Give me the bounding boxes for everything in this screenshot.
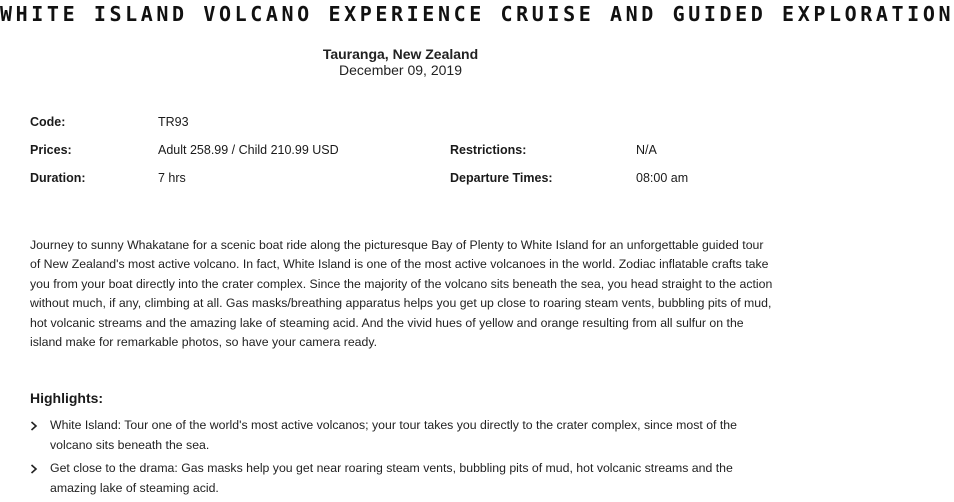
highlights-heading: Highlights: bbox=[30, 390, 104, 406]
departure-times-label: Departure Times: bbox=[450, 171, 553, 185]
restrictions-value: N/A bbox=[636, 143, 657, 157]
highlight-text: Get close to the drama: Gas masks help you get near roaring steam vents, bubbling pits of mud, hot volcanic streams and the amazing lake of steaming acid. bbox=[50, 461, 733, 495]
code-value: TR93 bbox=[158, 115, 189, 129]
tour-date: December 09, 2019 bbox=[339, 62, 462, 78]
highlights-list bbox=[30, 416, 770, 502]
tour-location: Tauranga, New Zealand bbox=[322, 46, 479, 62]
chevron-right-icon bbox=[30, 459, 42, 479]
highlight-item bbox=[30, 416, 770, 455]
code-label: Code: bbox=[30, 115, 66, 129]
duration-label: Duration: bbox=[30, 171, 86, 185]
prices-value: Adult 258.99 / Child 210.99 USD bbox=[158, 143, 339, 157]
chevron-right-icon bbox=[30, 416, 42, 436]
highlight-item bbox=[30, 459, 770, 498]
prices-label: Prices: bbox=[30, 143, 72, 157]
duration-value: 7 hrs bbox=[158, 171, 186, 185]
tour-description: Journey to sunny Whakatane for a scenic boat ride along the picturesque Bay of Plenty to White Island for an unforgettable guided tour of New Zealand's most active volcano. In fact, White Island is one of the most active volcanoes in the world. Zodiac inflatable crafts take you from your boat directly into the crater complex. Since the majority of the volcano sits beneath the sea, you head straight to the action without much, if any, climbing at all. Gas masks/breathing apparatus helps you get up close to roaring steam vents, bubbling pits of mud, hot volcanic streams and the amazing lake of steaming acid. And the vivid hues of yellow and orange resulting from all sulfur on the island make for remarkable photos, so have your camera ready. bbox=[30, 238, 773, 350]
restrictions-label: Restrictions: bbox=[450, 143, 527, 157]
page-title: WHITE ISLAND VOLCANO EXPERIENCE CRUISE AND GUIDED EXPLORATION bbox=[0, 2, 954, 26]
departure-times-value: 08:00 am bbox=[636, 171, 689, 185]
highlight-text: White Island: Tour one of the world's most active volcanos; your tour takes you directly to the crater complex, since most of the volcano sits beneath the sea. bbox=[50, 418, 737, 452]
